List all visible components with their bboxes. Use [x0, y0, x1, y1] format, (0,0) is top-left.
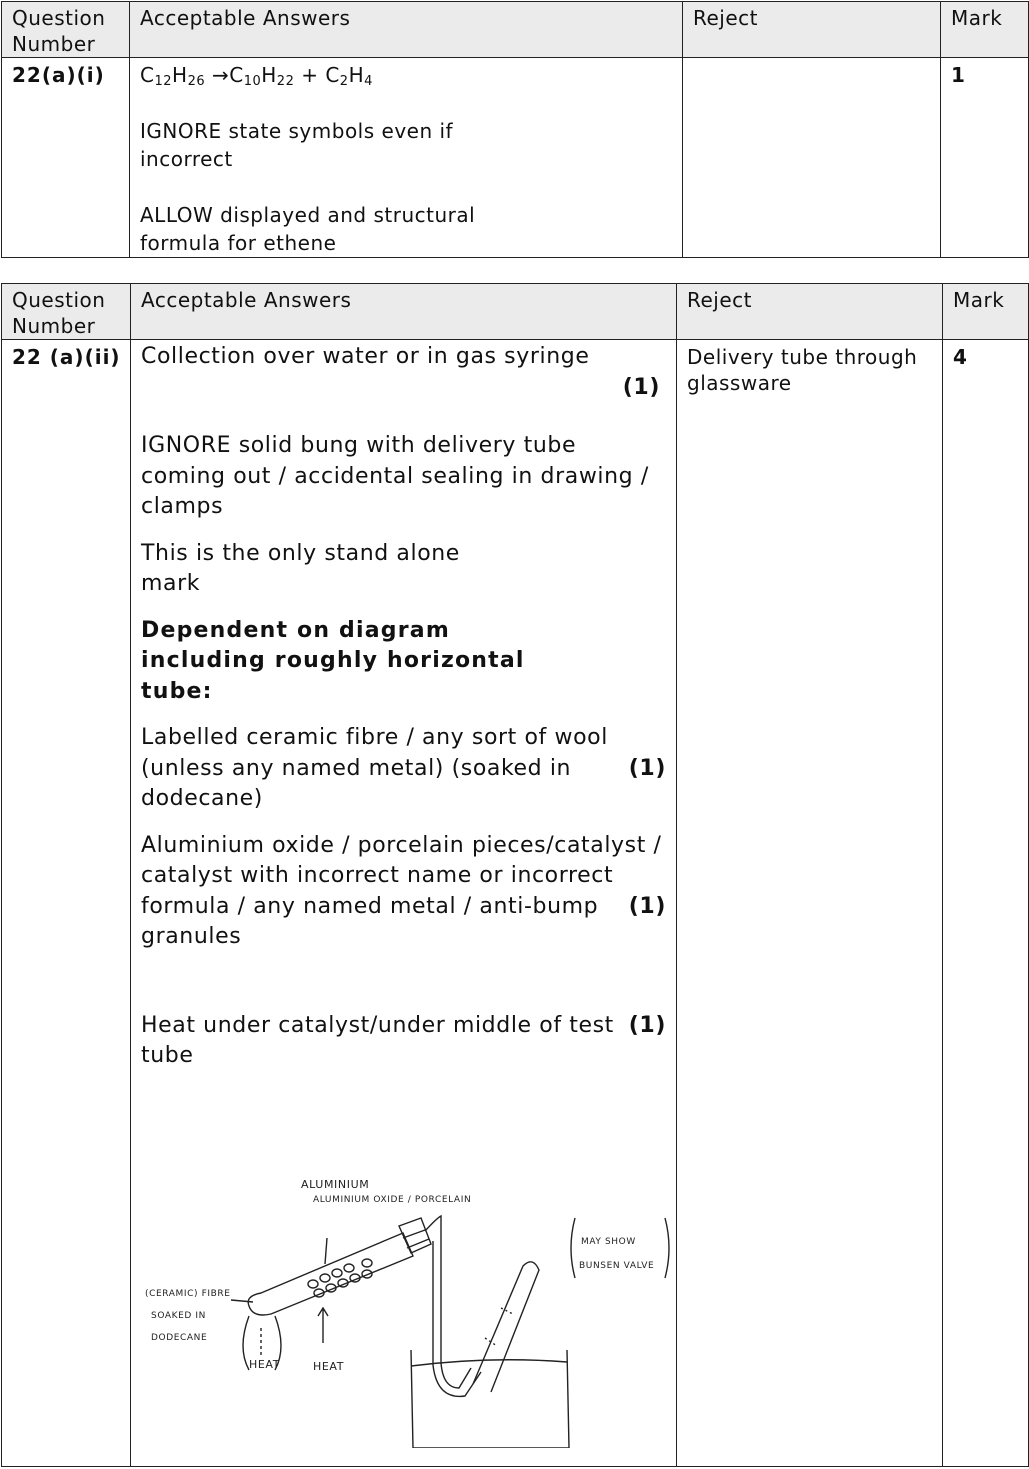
collection-tube — [473, 1261, 539, 1391]
header-reject: Reject — [677, 284, 943, 340]
answer-row — [2, 340, 1029, 1467]
header-acceptable-answers: Acceptable Answers — [130, 2, 683, 58]
equation: $C_{12}H_{26} \to C_{10}H_{22} + C_2H_4$ — [140, 63, 373, 89]
question-number: 22(a)(i) — [2, 58, 130, 258]
label-fibre: (CERAMIC) FIBRE SOAKED IN DODECANE — [145, 1288, 231, 1343]
collection-mark: (1) — [622, 374, 660, 400]
reject-cell — [683, 58, 941, 258]
fibre-point: Labelled ceramic fibre / any sort of wool (unless any named metal) (soaked in dodecane) (1) — [141, 725, 666, 811]
oxide-point: Aluminium oxide / porcelain pieces/catalyst / catalyst with incorrect name or incorrect formula / any named metal / anti-bump granules (1) — [141, 832, 666, 949]
collection-point: Collection over water or in gas syringe — [141, 344, 590, 369]
ignore-note: IGNORE state symbols even if incorrect — [140, 119, 454, 171]
acceptable-answers-cell — [130, 58, 683, 258]
oxide-mark: (1) — [628, 894, 666, 919]
header-reject: Reject — [683, 2, 941, 58]
header-acceptable-answers: Acceptable Answers — [131, 284, 677, 340]
header-question-number: Question Number — [2, 284, 131, 340]
header-mark: Mark — [941, 2, 1029, 58]
catalyst-pieces — [308, 1259, 372, 1297]
mark-scheme-table-1 — [1, 1, 1029, 258]
header-row — [2, 2, 1029, 58]
dependent-heading: Dependent on diagram including roughly horizontal tube: — [141, 617, 525, 704]
apparatus-diagram — [141, 1088, 671, 1448]
label-heat-mid: HEAT — [313, 1359, 345, 1373]
header-mark: Mark — [943, 284, 1029, 340]
water-level — [411, 1359, 567, 1365]
boiling-tube — [248, 1233, 413, 1315]
header-row — [2, 284, 1029, 340]
heat-mark: (1) — [628, 1013, 666, 1038]
mark-value: 4 — [943, 340, 1029, 1467]
fibre-mark: (1) — [628, 756, 666, 781]
answer-row — [2, 58, 1029, 258]
reject-cell: Delivery tube through glassware — [677, 340, 943, 1467]
heat-point: Heat under catalyst/under middle of test tube (1) — [141, 1012, 666, 1068]
delivery-tube — [425, 1216, 481, 1396]
label-bunsen: MAY SHOW BUNSEN VALVE — [579, 1236, 655, 1271]
header-question-number: Question Number — [2, 2, 130, 58]
ignore-note: IGNORE solid bung with delivery tube coming out / accidental sealing in drawing / clamps — [141, 433, 649, 519]
mark-scheme-table-2 — [1, 283, 1029, 1467]
standalone-note: This is the only stand alone mark — [141, 540, 460, 596]
acceptable-answers-cell — [131, 340, 677, 1467]
label-oxide-2: ALUMINIUM OXIDE / PORCELAIN — [313, 1194, 472, 1205]
question-number: 22 (a)(ii) — [2, 340, 131, 1467]
label-oxide-1: ALUMINIUM — [301, 1177, 370, 1191]
bung — [399, 1218, 431, 1253]
mark-value: 1 — [941, 58, 1029, 258]
label-heat-left: HEAT — [249, 1357, 281, 1371]
water-trough — [411, 1350, 569, 1448]
allow-note: ALLOW displayed and structural formula for ethene — [140, 203, 476, 255]
heat-arrow — [318, 1308, 328, 1343]
